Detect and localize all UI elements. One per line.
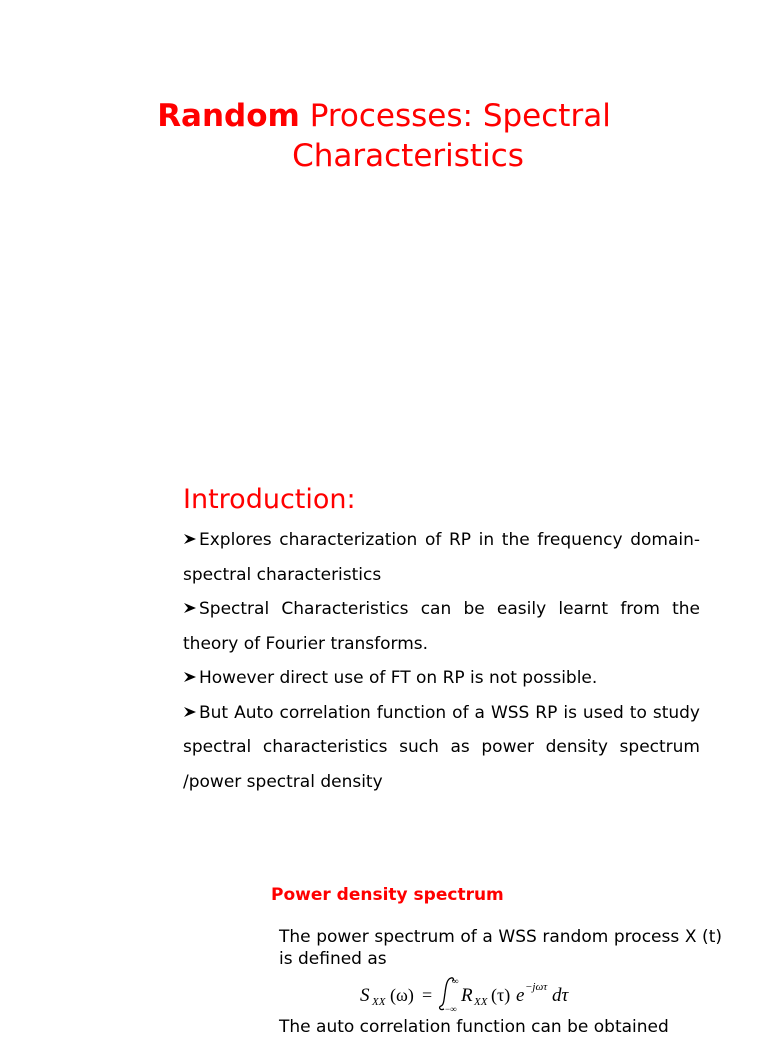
formula-r-subscript: XX <box>474 996 488 1008</box>
formula-s-subscript: XX <box>372 996 386 1008</box>
formula-equals: = <box>422 985 433 1005</box>
arrowhead-bullet-icon <box>183 705 197 719</box>
list-item <box>183 592 700 661</box>
arrowhead-bullet-icon <box>183 670 197 684</box>
bullet-text: Explores characterization of RP in the frequency domain-spectral characteristics <box>183 530 700 585</box>
bullet-text: However direct use of FT on RP is not possible. <box>199 668 598 688</box>
list-item <box>183 661 700 696</box>
bullet-text: Spectral Characteristics can be easily learnt from the theory of Fourier transforms. <box>183 599 700 654</box>
continuation-text-cutoff <box>279 1016 722 1037</box>
list-item <box>183 696 700 800</box>
title-line-2: Characteristics <box>292 138 524 174</box>
power-spectrum-definition: The power spectrum of a WSS random process X (t) is defined as <box>279 927 722 969</box>
continuation-text: The auto correlation function can be obtained <box>279 1017 669 1037</box>
power-density-heading: Power density spectrum <box>271 885 504 905</box>
formula-exponent: −jωτ <box>525 981 548 993</box>
page-title <box>0 96 768 176</box>
formula-differential: dτ <box>552 985 569 1006</box>
title-bold-word: Random <box>157 98 300 134</box>
integral-upper-limit: ∞ <box>452 976 459 986</box>
formula-omega-arg: (ω) <box>390 985 414 1005</box>
formula-s: S <box>360 985 370 1006</box>
title-line-1: Processes: Spectral <box>309 98 611 134</box>
arrowhead-bullet-icon <box>183 532 197 546</box>
integral-lower-limit: −∞ <box>445 1004 457 1014</box>
list-item <box>183 523 700 592</box>
arrowhead-bullet-icon <box>183 601 197 615</box>
intro-heading: Introduction: <box>183 484 356 515</box>
formula-e: e <box>516 985 525 1006</box>
power-spectrum-formula <box>358 975 588 1013</box>
bullet-text: But Auto correlation function of a WSS RP is used to study spectral characteristics such as power density spectrum /power spectral density <box>183 702 700 792</box>
intro-bullet-list <box>183 523 700 799</box>
formula-tau-arg: (τ) <box>491 985 511 1005</box>
formula-r: R <box>461 985 473 1006</box>
